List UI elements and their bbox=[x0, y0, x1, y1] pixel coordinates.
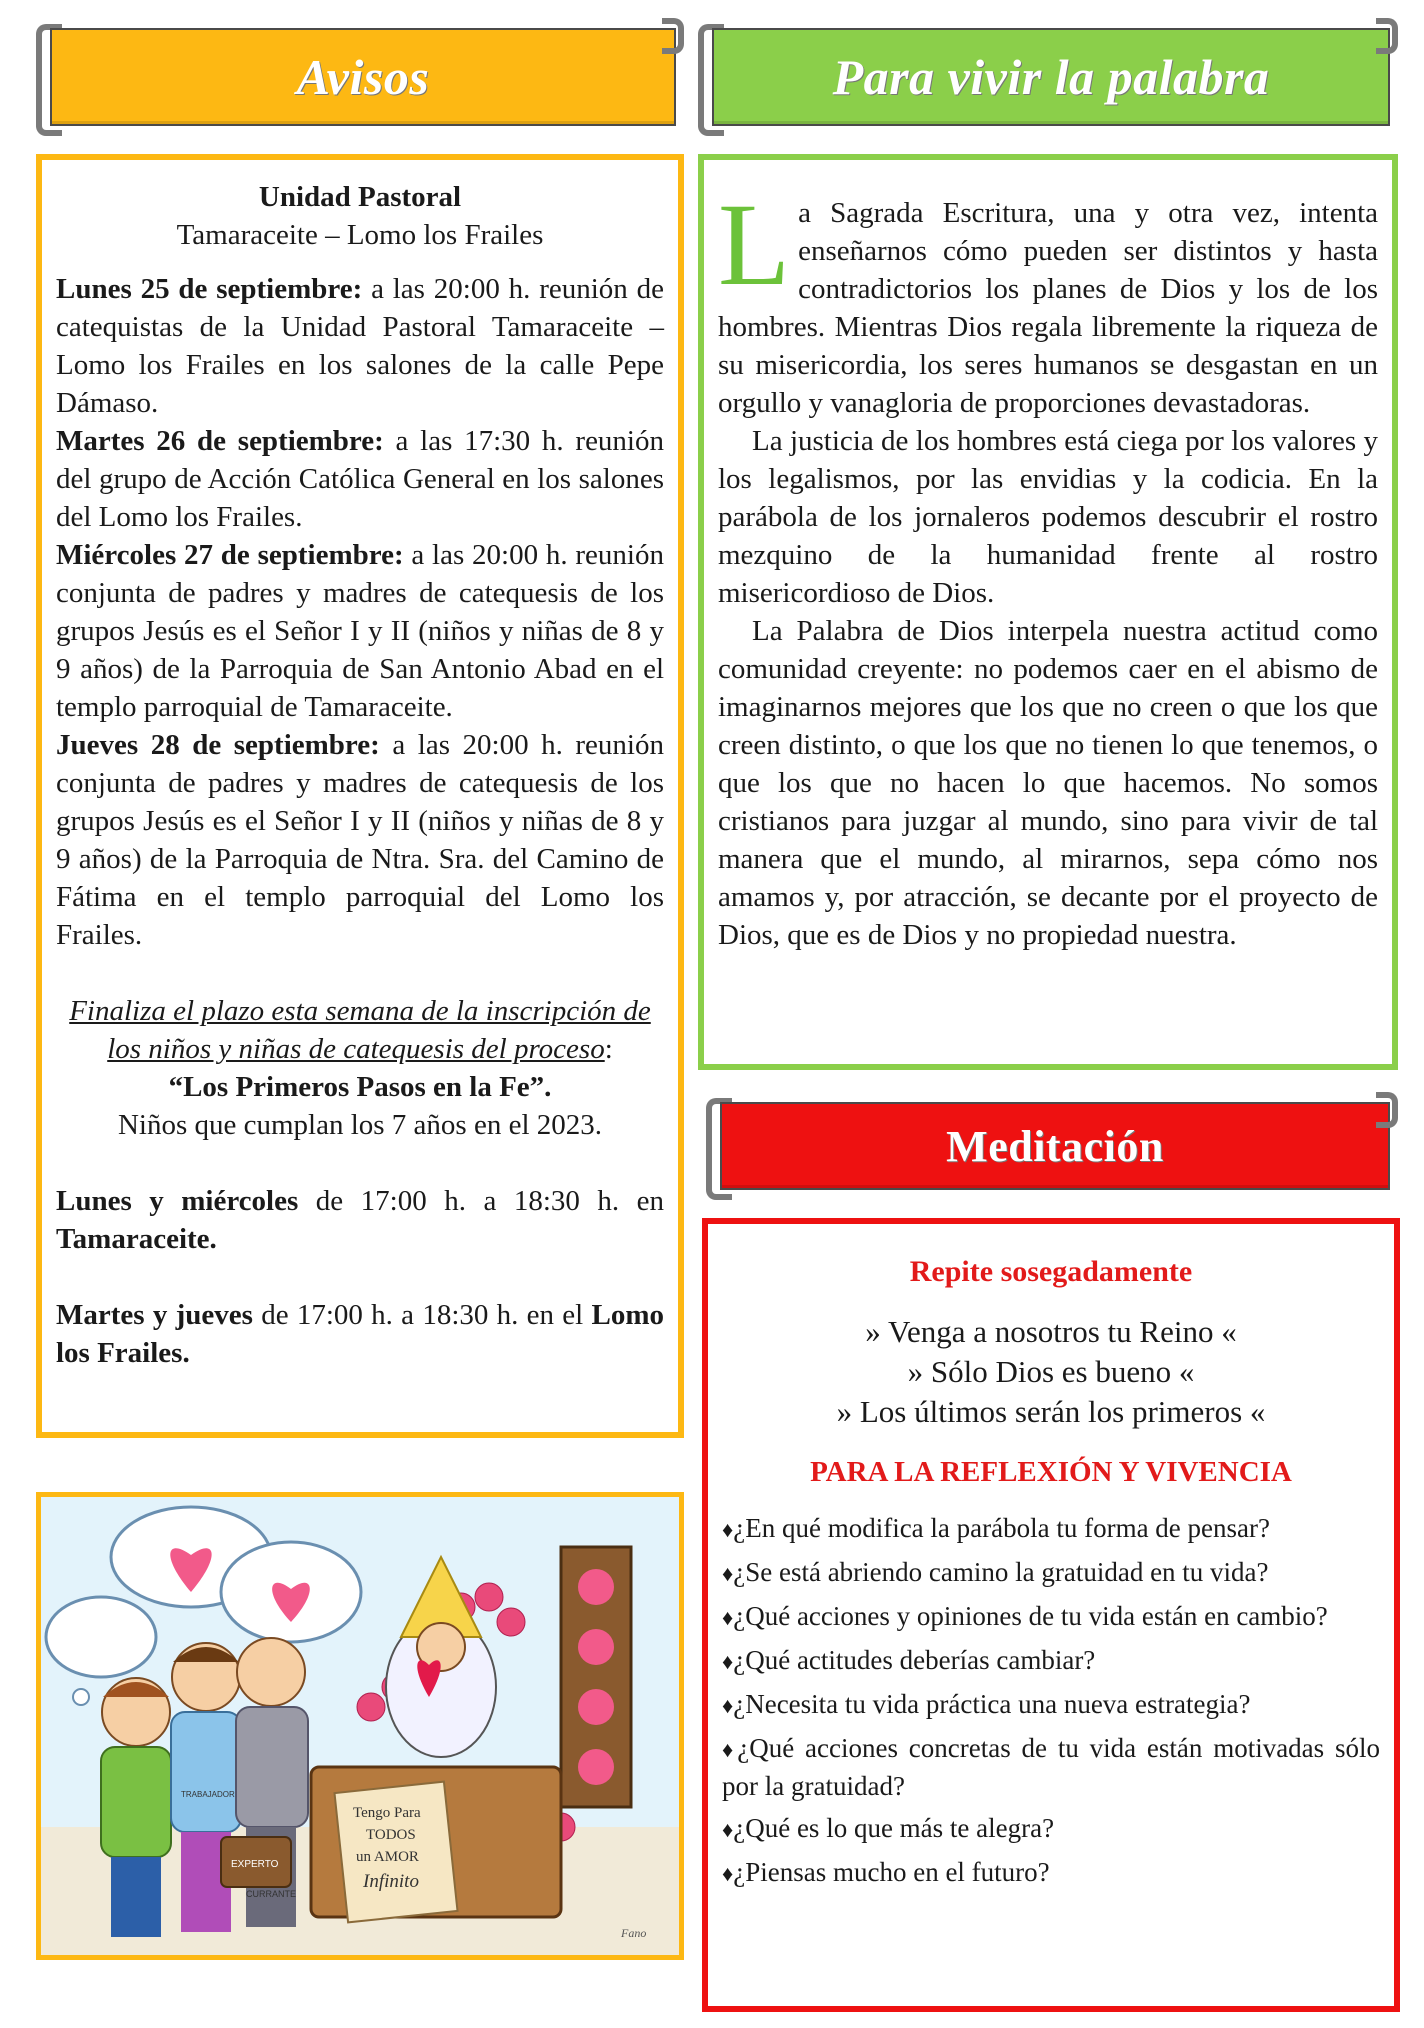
pregunta-item: ♦¿Qué acciones y opiniones de tu vida están en cambio? bbox=[722, 1601, 1328, 1631]
parable-illustration bbox=[41, 1497, 679, 1955]
unidad-subtitle: Tamaraceite – Lomo los Frailes bbox=[176, 219, 544, 251]
scroll-curl-right bbox=[662, 18, 684, 54]
reflexion-title: PARA LA REFLEXIÓN Y VIVENCIA bbox=[810, 1456, 1292, 1488]
unidad-title: Unidad Pastoral bbox=[258, 181, 462, 213]
palabra-banner bbox=[698, 18, 1398, 136]
frase: » Venga a nosotros tu Reino « bbox=[865, 1314, 1237, 1349]
palabra-paragraph-3: La Palabra de Dios interpela nuestra actitud como comunidad creyente: no podemos caer en el abismo de imaginarnos mejores que los que no creen o que los que creen distinto, o que los que no tienen lo que tenemos, o que los que no hacen lo que hacemos. No somos cristianos para juzgar al mundo, sino para vivir de tal manera que el mundo, al mirarnos, sepa cómo nos amamos y, por atracción, se decante por el proyecto de Dios, que es de Dios y no propiedad nuestra. bbox=[718, 615, 1378, 951]
meditacion-banner-bar bbox=[720, 1102, 1390, 1190]
aviso-day: Miércoles 27 de septiembre: bbox=[56, 539, 404, 571]
aviso-item bbox=[56, 422, 664, 536]
pregunta-item: ♦¿Piensas mucho en el futuro? bbox=[722, 1857, 1050, 1887]
diamond-bullet-icon: ♦ bbox=[722, 1649, 734, 1674]
pregunta-item: ♦¿En qué modifica la parábola tu forma de pensar? bbox=[722, 1513, 1270, 1543]
repite-title: Repite sosegadamente bbox=[909, 1255, 1193, 1288]
palabra-section bbox=[698, 154, 1398, 1070]
badge-experto: EXPERTO bbox=[231, 1859, 279, 1870]
pregunta-item: ♦¿Qué es lo que más te alegra? bbox=[722, 1813, 1055, 1843]
sign-line-1: Tengo Para bbox=[353, 1805, 421, 1821]
aviso-text: a las 20:00 h. reunión conjunta de padres y madres de catequesis de los grupos Jesús es el Señor I y II (niños y niñas de 8 y 9 años) de la Parroquia de San Antonio Abad en el templo parroquial de Tamaraceite. bbox=[56, 539, 664, 723]
aviso-day: Martes 26 de septiembre: bbox=[56, 425, 384, 457]
pregunta-item: ♦¿Se está abriendo camino la gratuidad en tu vida? bbox=[722, 1557, 1269, 1587]
diamond-bullet-icon: ♦ bbox=[722, 1817, 734, 1842]
signature: Fano bbox=[621, 1926, 647, 1940]
horario-tamaraceite: Lunes y miércoles de 17:00 h. a 18:30 h. en Tamaraceite. bbox=[56, 1185, 664, 1255]
badge-trabajador: TRABAJADOR bbox=[181, 1790, 235, 1799]
scroll-curl-right bbox=[1376, 18, 1398, 54]
meditacion-title: Meditación bbox=[946, 1121, 1164, 1171]
worker-figures bbox=[101, 1638, 308, 1937]
diamond-bullet-icon: ♦ bbox=[722, 1605, 734, 1630]
meditacion-section bbox=[702, 1218, 1400, 2012]
diamond-bullet-icon: ♦ bbox=[722, 1517, 734, 1542]
aviso-item bbox=[56, 536, 664, 726]
diamond-bullet-icon: ♦ bbox=[722, 1693, 734, 1718]
sign-line-3: un AMOR bbox=[356, 1849, 419, 1865]
meditacion-banner bbox=[706, 1092, 1398, 1200]
illustration bbox=[36, 1492, 684, 1960]
aviso-day: Jueves 28 de septiembre: bbox=[56, 729, 380, 761]
aviso-item bbox=[56, 270, 664, 422]
aviso-text: a las 20:00 h. reunión de catequistas de la Unidad Pastoral Tamaraceite – Lomo los Frailes en los salones de la calle Pepe Dámaso. bbox=[56, 273, 664, 419]
proceso-name: “Los Primeros Pasos en la Fe”. bbox=[168, 1071, 552, 1103]
pregunta-item: ♦¿Necesita tu vida práctica una nueva estrategia? bbox=[722, 1689, 1251, 1719]
inscripcion-notice: Finaliza el plazo esta semana de la inscripción de los niños y niñas de catequesis del proceso: bbox=[69, 995, 651, 1065]
avisos-banner bbox=[36, 18, 684, 136]
diamond-bullet-icon: ♦ bbox=[722, 1861, 734, 1886]
scroll-curl-right bbox=[1376, 1092, 1398, 1128]
badge-currante: CURRANTE bbox=[246, 1889, 297, 1899]
pregunta-item: ♦¿Qué actitudes deberías cambiar? bbox=[722, 1645, 1096, 1675]
avisos-section bbox=[36, 154, 684, 1438]
proceso-note: Niños que cumplan los 7 años en el 2023. bbox=[117, 1109, 603, 1141]
aviso-day: Lunes 25 de septiembre: bbox=[56, 273, 363, 305]
drop-cap: L bbox=[718, 179, 791, 310]
palabra-banner-bar bbox=[712, 28, 1390, 126]
frase: » Los últimos serán los primeros « bbox=[836, 1394, 1266, 1429]
sign-line-4: Infinito bbox=[363, 1871, 419, 1892]
horario-lomo: Martes y jueves de 17:00 h. a 18:30 h. en el Lomo los Frailes. bbox=[56, 1299, 664, 1369]
aviso-item bbox=[56, 726, 664, 954]
sign-line-2: TODOS bbox=[366, 1827, 416, 1843]
palabra-paragraph-1: La Sagrada Escritura, una y otra vez, intenta enseñarnos cómo pueden ser distintos y hasta contradictorios los planes de Dios y los de los hombres. Mientras Dios regala libremente la riqueza de su misericordia, los seres humanos se desgastan en un orgullo y vanagloria de proporciones devastadoras. bbox=[718, 179, 1378, 419]
palabra-paragraph-2: La justicia de los hombres está ciega por los valores y los legalismos, por las envidias y la codicia. En la parábola de los jornaleros podemos descubrir el rostro mezquino de la humanidad frente al rostro misericordioso de Dios. bbox=[718, 425, 1378, 609]
palabra-title: Para vivir la palabra bbox=[832, 49, 1270, 105]
aviso-text: a las 20:00 h. reunión conjunta de padres y madres de catequesis de los grupos Jesús es el Señor I y II (niños y niñas de 8 y 9 años) de la Parroquia de Ntra. Sra. del Camino de Fátima en el templo parroquial del Lomo los Frailes. bbox=[56, 729, 664, 951]
avisos-title: Avisos bbox=[296, 49, 430, 105]
avisos-banner-bar bbox=[50, 28, 676, 126]
aviso-text: a las 17:30 h. reunión del grupo de Acción Católica General en los salones del Lomo los Frailes. bbox=[56, 425, 664, 533]
frase: » Sólo Dios es bueno « bbox=[907, 1354, 1195, 1389]
diamond-bullet-icon: ♦ bbox=[722, 1737, 738, 1762]
pregunta-item: ♦¿Qué acciones concretas de tu vida están motivadas sólo por la gratuidad? bbox=[722, 1733, 1380, 1801]
diamond-bullet-icon: ♦ bbox=[722, 1561, 734, 1586]
